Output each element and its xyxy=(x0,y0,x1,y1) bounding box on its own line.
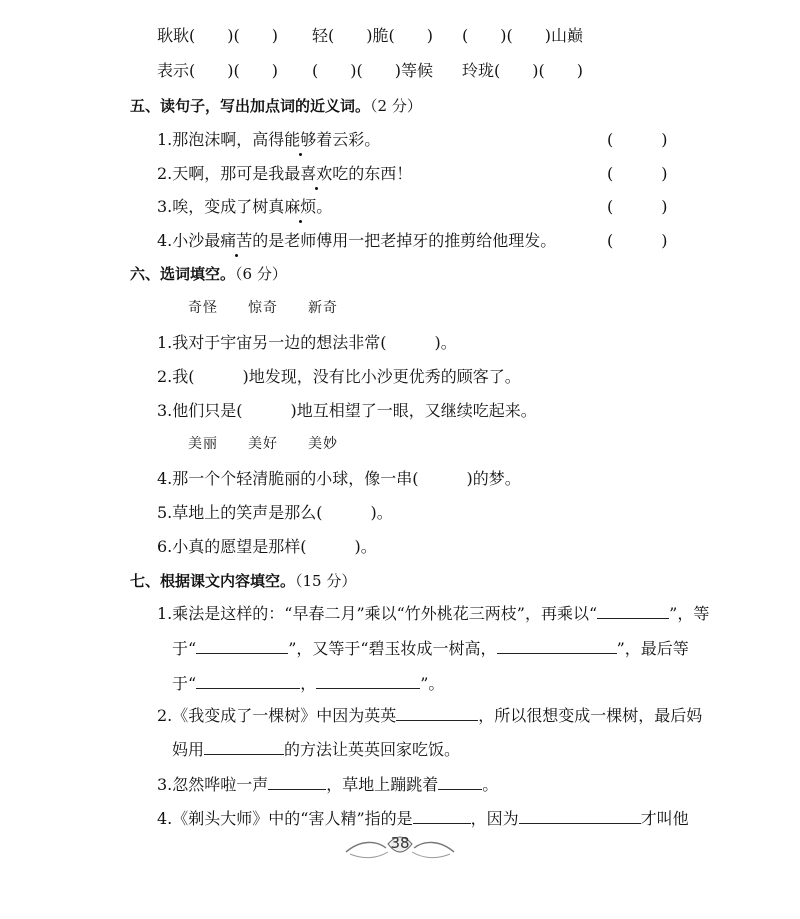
section-7-title: 七、根据课文内容填空。 xyxy=(130,572,296,590)
s7-q1-blank-3[interactable] xyxy=(497,639,617,654)
s7-q4-text-b: ，因为 xyxy=(470,809,519,828)
s6-q2: 2.我( )地发现，没有比小沙更优秀的顾客了。 xyxy=(157,367,521,386)
s5-item-1-post: 着云彩。 xyxy=(316,130,381,149)
s5-item-3-post: 。 xyxy=(316,197,333,216)
s6-q4: 4.那一个个轻清脆丽的小球，像一串( )的梦。 xyxy=(157,469,521,488)
s7-q1-text-f: 于“ xyxy=(172,674,197,693)
s5-answer-3[interactable]: ( ) xyxy=(607,197,668,216)
s7-q1-blank-5[interactable] xyxy=(316,674,420,689)
word-bank-2: 美丽 美好 美妙 xyxy=(188,436,338,452)
s7-q1-blank-2[interactable] xyxy=(196,639,288,654)
section-7-points: （15 分） xyxy=(295,572,357,590)
s7-q4-text-a: 4.《剃头大师》中的“害人精”指的是 xyxy=(157,809,413,828)
s7-q2-blank-2[interactable] xyxy=(204,740,284,755)
s5-item-4 xyxy=(157,231,556,251)
page-number: 38 xyxy=(390,834,410,852)
s7-q1-text-g: ， xyxy=(300,674,317,693)
s5-item-4-post: 的是老师傅用一把老掉牙的推剪给他理发。 xyxy=(252,231,557,250)
s7-q1-line3 xyxy=(172,674,444,694)
section-5-points: （2 分） xyxy=(370,97,422,115)
s5-item-3-pre: 3.唉，变成了树真 xyxy=(157,197,285,216)
word-row-1-b: 轻( )脆( ) xyxy=(312,26,433,45)
s7-q1-line2 xyxy=(172,639,689,659)
word-row-2-b: ( )( )等候 xyxy=(312,61,433,80)
section-5-heading xyxy=(130,96,422,116)
s7-q2-text-b: ，所以很想变成一棵树，最后妈 xyxy=(478,706,703,725)
s7-q2-text-d: 的方法让英英回家吃饭。 xyxy=(284,740,461,759)
s7-q2-line1 xyxy=(157,706,702,726)
s7-q2-text-c: 妈用 xyxy=(172,740,205,759)
s7-q1-blank-4[interactable] xyxy=(196,674,300,689)
s7-q1-blank-1[interactable] xyxy=(597,604,669,619)
s7-q2-line2 xyxy=(172,740,460,760)
s7-q1-line1 xyxy=(157,604,709,624)
word-bank-1: 奇怪 惊奇 新奇 xyxy=(188,300,338,316)
s7-q4-text-c: 才叫他 xyxy=(640,809,689,828)
s6-q3: 3.他们只是( )地互相望了一眼，又继续吃起来。 xyxy=(157,401,537,420)
page-number-ornament xyxy=(340,830,460,864)
word-row-1-a: 耿耿( )( ) xyxy=(157,26,278,45)
section-5-title: 五、读句子，写出加点词的近义词。 xyxy=(130,97,371,115)
s5-item-3 xyxy=(157,197,332,217)
s6-q6: 6.小真的愿望是那样( )。 xyxy=(157,537,377,556)
word-row-2-a: 表示( )( ) xyxy=(157,61,278,80)
s5-item-4-dotted: 痛苦 xyxy=(220,231,253,250)
s6-q5: 5.草地上的笑声是那么( )。 xyxy=(157,503,393,522)
s7-q2-text-a: 2.《我变成了一棵树》中因为英英 xyxy=(157,706,397,725)
section-7-heading xyxy=(130,571,356,591)
section-6-points: （6 分） xyxy=(235,265,287,283)
s7-q1-text-b: ”，等 xyxy=(669,604,710,623)
s7-q3-text-a: 3.忽然哗啦一声 xyxy=(157,775,269,794)
section-6-heading xyxy=(130,264,287,284)
s7-q1-text-c: 于“ xyxy=(172,639,197,658)
s7-q1-text-h: ”。 xyxy=(420,674,445,693)
s7-q3-blank-1[interactable] xyxy=(268,775,326,790)
s5-item-1-dotted: 能够 xyxy=(284,130,317,149)
s7-q3-text-b: ，草地上蹦跳着 xyxy=(326,775,439,794)
s5-item-2-dotted: 喜欢 xyxy=(300,164,333,183)
s6-q1: 1.我对于宇宙另一边的想法非常( )。 xyxy=(157,333,457,352)
word-row-2-c: 玲珑( )( ) xyxy=(462,61,583,80)
s7-q3-blank-2[interactable] xyxy=(438,775,482,790)
section-6-title: 六、选词填空。 xyxy=(130,265,236,283)
s5-answer-2[interactable]: ( ) xyxy=(607,164,668,183)
s5-item-2 xyxy=(157,164,412,184)
s7-q3-line xyxy=(157,775,498,795)
s7-q1-text-d: ”，又等于“碧玉妆成一树高， xyxy=(288,639,497,658)
s5-item-1 xyxy=(157,130,380,150)
s7-q1-text-e: ”，最后等 xyxy=(616,639,689,658)
word-row-1-c: ( )( )山巅 xyxy=(462,26,583,45)
s5-item-2-pre: 2.天啊，那可是我最 xyxy=(157,164,301,183)
s5-item-4-pre: 4.小沙最 xyxy=(157,231,221,250)
s5-answer-1[interactable]: ( ) xyxy=(607,130,668,149)
s7-q4-blank-2[interactable] xyxy=(519,809,641,824)
s5-item-2-post: 吃的东西！ xyxy=(332,164,413,183)
s7-q3-text-c: 。 xyxy=(482,775,499,794)
s5-item-1-pre: 1.那泡沫啊，高得 xyxy=(157,130,285,149)
s7-q2-blank-1[interactable] xyxy=(396,706,478,721)
s5-item-3-dotted: 麻烦 xyxy=(284,197,317,216)
s7-q4-blank-1[interactable] xyxy=(413,809,471,824)
s7-q1-text-a: 1.乘法是这样的：“早春二月”乘以“竹外桃花三两枝”，再乘以“ xyxy=(157,604,598,623)
s5-answer-4[interactable]: ( ) xyxy=(607,231,668,250)
s7-q4-line xyxy=(157,809,689,829)
